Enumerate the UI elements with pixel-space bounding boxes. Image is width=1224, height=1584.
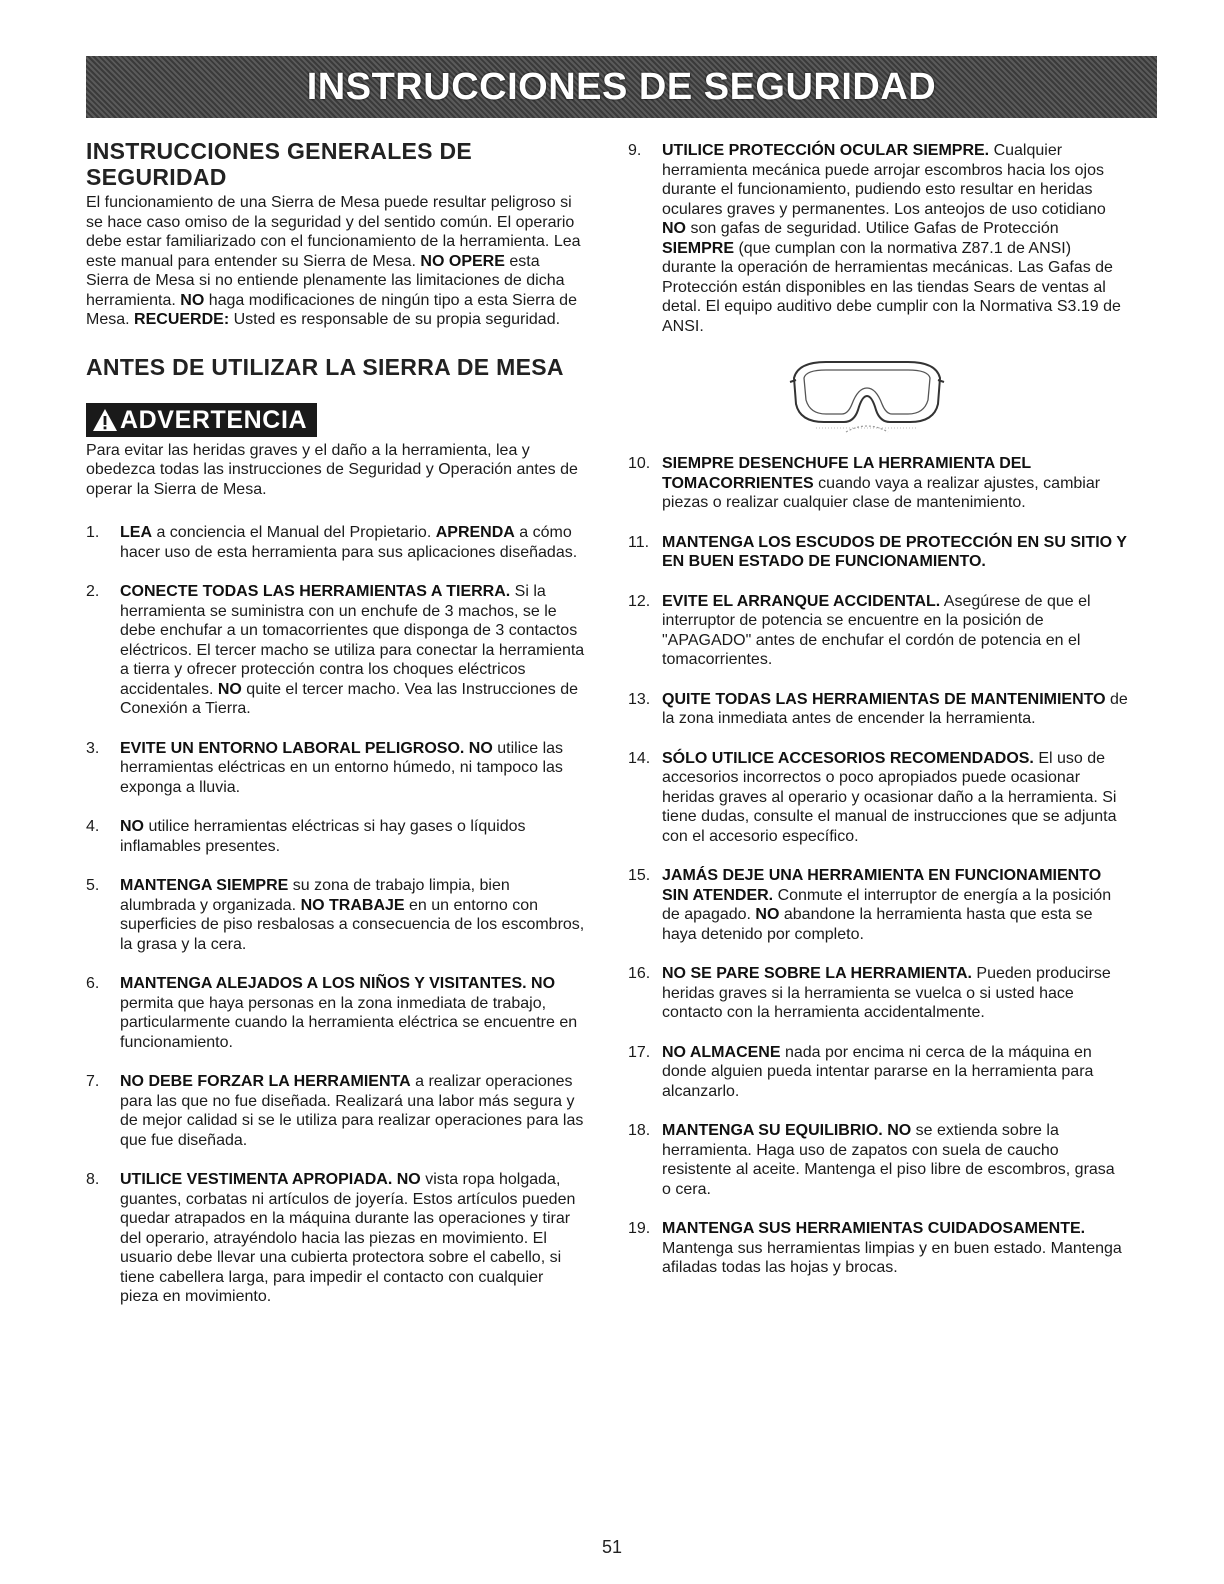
general-bold-3: RECUERDE: [134,311,230,328]
warning-label-box [86,403,317,437]
right-column [628,141,1128,1278]
list-item: 7. NO DEBE FORZAR LA HERRAMIENTA a realizar operaciones para las que no fue diseñada. Realizará una labor más segura y de mejor calidad si se le utiliza para realizar operaciones para las que fue diseñada. [86,1073,584,1149]
general-text-1: El funcionamiento de una Sierra de Mesa puede resultar peligroso si se hace caso omiso de la seguridad y del sentido común. El operario debe estar familiarizado con el funcionamiento de la herramienta. Lea este manual para entender su Sierra de Mesa. [86,194,581,270]
title-banner [86,56,1157,118]
list-item: 13. QUITE TODAS LAS HERRAMIENTAS DE MANTENIMIENTO de la zona inmediata antes de encender la herramienta. [628,690,1128,727]
list-item: 14. SÓLO UTILICE ACCESORIOS RECOMENDADOS. El uso de accesorios incorrectos o poco apropiados puede ocasionar heridas graves al operario y ocasionar daño a la herramienta. Si tiene dudas, consulte el manual de instrucciones que se adjunta con el accesorio específico. [628,749,1117,845]
safety-list-right-bottom [628,454,1128,1278]
safety-list-left [86,523,586,1307]
list-item: 11. MANTENGA LOS ESCUDOS DE PROTECCIÓN EN SU SITIO Y EN BUEN ESTADO DE FUNCIONAMIENTO. [628,533,1127,570]
general-bold-2: NO [180,291,205,309]
warning-box [86,403,586,437]
left-column [86,138,586,1307]
general-heading [86,138,586,190]
general-paragraph [86,193,586,330]
safety-goggles-illustration [786,356,948,436]
list-item: 12. EVITE EL ARRANQUE ACCIDENTAL. Asegúrese de que el interruptor de potencia se encuentre en la posición de "APAGADO" antes de enchufar el cordón de potencia en el tomacorrientes. [628,592,1091,668]
warning-label: ADVERTENCIA [120,405,308,434]
general-text-4: Usted es responsable de su propia seguridad. [233,311,561,328]
list-item: 17. NO ALMACENE nada por encima ni cerca de la máquina en donde alguien pueda intentar pararse en la herramienta para alcanzarlo. [628,1043,1094,1100]
general-text-2: esta Sierra de Mesa si no entiende plenamente las limitaciones de dicha herramienta. [86,252,565,309]
list-item: 5. MANTENGA SIEMPRE su zona de trabajo limpia, bien alumbrada y organizada. NO TRABAJE en un entorno con superficies de piso resbalosas a consecuencia de los escombros, la grasa y la cera. [86,877,585,953]
warning-text: Para evitar las heridas graves y el daño a la herramienta, lea y obedezca todas las instrucciones de Seguridad y Operación antes de operar la Sierra de Mesa. [86,441,578,498]
safety-list-right-top [628,141,1128,336]
list-item: 8. UTILICE VESTIMENTA APROPIADA. NO vista ropa holgada, guantes, corbatas ni artículos de joyería. Estos artículos pueden quedar atrapados en la máquina durante las operaciones y tirar del operario, atrayéndolo hacia las piezas en movimiento. El usuario debe llevar una cubierta protectora sobre el cabello, si tiene cabellera larga, para impedir el contacto con cualquier pieza en movimiento. [86,1171,576,1305]
general-heading-line2: SEGURIDAD [86,164,227,190]
list-item: 19. MANTENGA SUS HERRAMIENTAS CUIDADOSAMENTE. Mantenga sus herramientas limpias y en buen estado. Mantenga afiladas todas las hojas y brocas. [628,1220,1122,1276]
general-text-3: haga modificaciones de ningún tipo a esta Sierra de Mesa. [86,291,577,328]
general-bold-1: NO OPERE [420,252,505,270]
list-item: 16. NO SE PARE SOBRE LA HERRAMIENTA. Pueden producirse heridas graves si la herramienta se vuelca o si usted hace contacto con la herramienta accidentalmente. [628,965,1111,1021]
antes-heading: ANTES DE UTILIZAR LA SIERRA DE MESA [86,353,564,380]
warning-triangle-icon [92,407,118,433]
list-item: 18. MANTENGA SU EQUILIBRIO. NO se extienda sobre la herramienta. Haga uso de zapatos con suela de caucho resistente al aceite. Mantenga el piso libre de escombros, grasa o cera. [628,1122,1115,1198]
page-title: INSTRUCCIONES DE SEGURIDAD [306,65,937,108]
general-heading-line1: INSTRUCCIONES GENERALES DE [86,138,473,164]
list-item: 9. UTILICE PROTECCIÓN OCULAR SIEMPRE. Cualquier herramienta mecánica puede arrojar escombros hacia los ojos durante el funcionamiento, pudiendo esto resultar en heridas oculares graves y permanentes. Los anteojos de uso cotidiano NO son gafas de seguridad. Utilice Gafas de Protección SIEMPRE (que cumplan con la normativa Z87.1 de ANSI) durante la operación de herramientas mecánicas. Las Gafas de Protección están disponibles en las tiendas Sears de ventas al detal. El equipo auditivo debe cumplir con la Normativa S3.19 de ANSI. [628,142,1121,335]
list-item: 15. JAMÁS DEJE UNA HERRAMIENTA EN FUNCIONAMIENTO SIN ATENDER. Conmute el interruptor de energía a la posición de apagado. NO abandone la herramienta hasta que esta se haya detenido por completo. [628,867,1112,943]
list-item: 10. SIEMPRE DESENCHUFE LA HERRAMIENTA DEL TOMACORRIENTES cuando vaya a realizar ajustes, cambiar piezas o realizar cualquier clase de mantenimiento. [628,455,1101,511]
list-item: 6. MANTENGA ALEJADOS A LOS NIÑOS Y VISITANTES. NO permita que haya personas en la zona inmediata de trabajo, particularmente cuando la herramienta eléctrica se encuentre en funcionamiento. [86,975,578,1051]
page-number: 51 [601,1537,623,1557]
list-item: 4. NO utilice herramientas eléctricas si hay gases o líquidos inflamables presentes. [86,818,526,855]
list-item: 2. CONECTE TODAS LAS HERRAMIENTAS A TIERRA. Si la herramienta se suministra con un enchufe de 3 machos, se le debe enchufar a un tomacorrientes que disponga de 3 contactos eléctricos. El tercer macho se utiliza para conectar la herramienta a tierra y ofrecer protección contra los choques eléctricos accidentales. NO quite el tercer macho. Vea las Instrucciones de Conexión a Tierra. [86,583,585,717]
safety-goggles-icon [786,356,948,436]
list-item: 1. LEA a conciencia el Manual del Propietario. APRENDA a cómo hacer uso de esta herramienta para sus aplicaciones diseñadas. [86,524,578,561]
list-item: 3. EVITE UN ENTORNO LABORAL PELIGROSO. NO utilice las herramientas eléctricas en un entorno húmedo, ni tampoco las exponga a lluvia. [86,739,564,796]
